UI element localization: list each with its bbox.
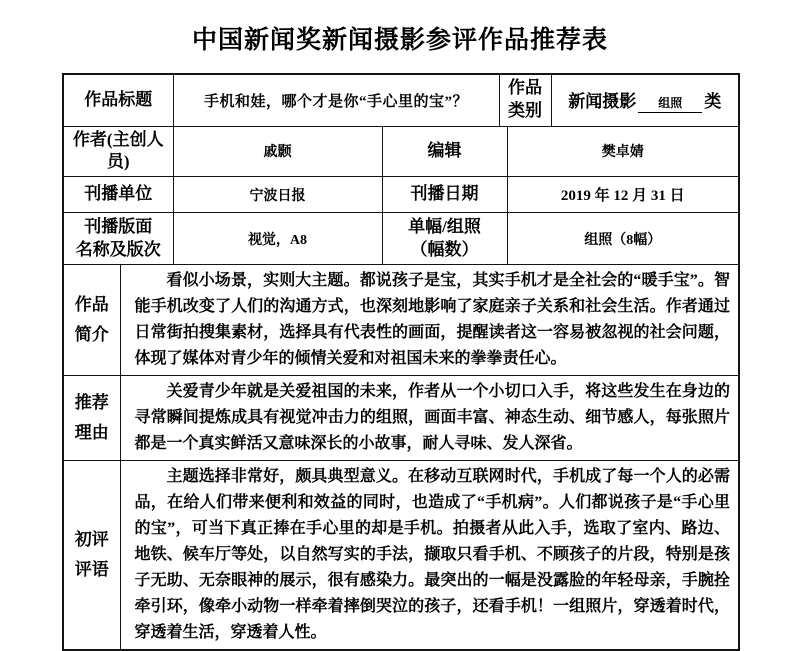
review-text: 主题选择非常好，颇具典型意义。在移动互联网时代，手机成了每一个人的必需品，在给人们带来便利和效益的同时，也造成了“手机病”。人们都说孩子是“手心里的宝”，可当下真正捧在手心里的却是手机。拍摄者从此入手，选取了室内、路边、地铁、候车厅等处，以自然写实的手法，撷取只看手机、不顾孩子的片段，特别是孩子无助、无奈眼神的展示，很有感染力。最突出的一幅是没露脸的年轻母亲，手腕拴牵引环，像牵小动物一样牵着摔倒哭泣的孩子，还看手机！一组照片，穿透着时代，穿透着生活，穿透着人性。	[134, 468, 731, 642]
intro-label-line1: 作品	[74, 295, 109, 315]
editor-value: 樊卓婧	[507, 126, 739, 177]
reason-label-line2: 理由	[74, 423, 109, 443]
recommendation-form	[62, 73, 740, 651]
intro-cell	[120, 265, 739, 376]
intro-label	[63, 265, 120, 376]
page-edition-value: 视觉，A8	[173, 213, 382, 265]
row-intro	[63, 265, 739, 376]
review-label-line2: 评语	[74, 560, 109, 580]
author-label: 作者(主创人员)	[63, 126, 173, 177]
category-fill-blank: 组照	[638, 97, 702, 113]
review-label-line1: 初评	[74, 530, 109, 550]
category-suffix: 类	[704, 92, 722, 112]
reason-label-line1: 推荐	[74, 393, 109, 413]
reason-cell	[120, 376, 739, 461]
page-edition-label-line1: 刊播版面	[84, 216, 153, 236]
photo-count-label	[382, 213, 507, 265]
work-title-value: 手机和娃，哪个才是你“手心里的宝”？	[173, 74, 499, 126]
publish-date-label: 刊播日期	[382, 177, 507, 213]
category-label	[499, 74, 551, 126]
work-title-label: 作品标题	[63, 74, 173, 126]
intro-label-line2: 简介	[74, 325, 109, 345]
review-cell	[120, 461, 739, 651]
publish-date-value: 2019 年 12 月 31 日	[507, 177, 739, 213]
row-author	[63, 126, 739, 177]
page-title: 中国新闻奖新闻摄影参评作品推荐表	[191, 27, 608, 54]
reason-label	[63, 376, 120, 461]
row-reason	[63, 376, 739, 461]
row-work-title	[63, 74, 739, 126]
category-prefix: 新闻摄影	[568, 92, 637, 112]
reason-text: 关爱青少年就是关爱祖国的未来，作者从一个小切口入手，将这些发生在身边的寻常瞬间提炼成具有视觉冲击力的组照，画面丰富、神态生动、细节感人，每张照片都是一个真实鲜活又意味深长的小故事，耐人寻味、发人深省。	[134, 383, 731, 453]
category-label-line1: 作品	[508, 78, 543, 98]
review-label	[63, 461, 120, 651]
row-review	[63, 461, 739, 651]
photo-count-value: 组照（8幅）	[507, 213, 739, 265]
author-value: 戚颢	[173, 126, 382, 177]
photo-count-label-line1: 单幅/组照	[408, 216, 481, 236]
category-label-line2: 类别	[508, 101, 543, 121]
intro-text: 看似小场景，实则大主题。都说孩子是宝，其实手机才是全社会的“暖手宝”。智能手机改变了人们的沟通方式，也深刻地影响了家庭亲子关系和社会生活。作者通过日常街拍搜集素材，选择具有代表性的画面，提醒读者这一容易被忽视的社会问题，体现了媒体对青少年的倾情关爱和对祖国未来的拳拳责任心。	[134, 272, 731, 368]
editor-label: 编辑	[382, 126, 507, 177]
category-value	[551, 74, 739, 126]
row-page-edition	[63, 213, 739, 265]
row-publisher	[63, 177, 739, 213]
page-edition-label-line2: 名称及版次	[75, 239, 161, 259]
publisher-label: 刊播单位	[63, 177, 173, 213]
page-edition-label	[63, 213, 173, 265]
publisher-value: 宁波日报	[173, 177, 382, 213]
photo-count-label-line2: （幅数）	[410, 239, 479, 259]
